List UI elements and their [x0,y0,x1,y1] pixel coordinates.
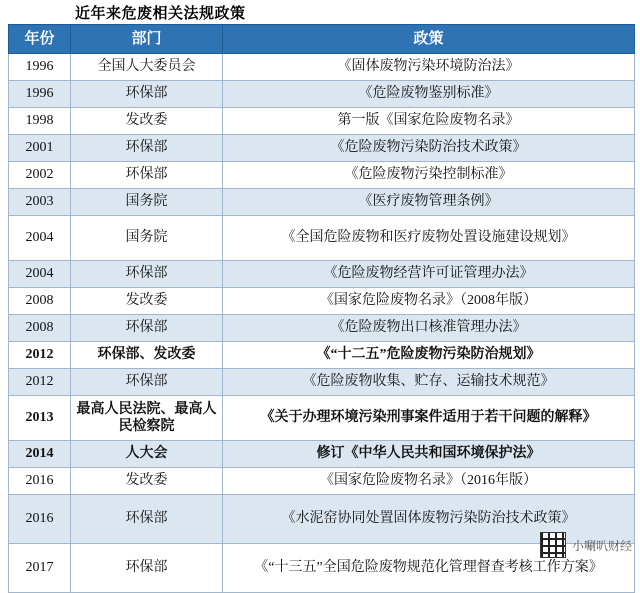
cell-dept: 人大会 [71,441,223,468]
cell-year: 1996 [9,81,71,108]
column-header-dept: 部门 [71,25,223,54]
cell-policy: 《水泥窑协同处置固体废物污染防治技术政策》 [223,495,635,544]
cell-dept: 发改委 [71,288,223,315]
table-row [9,81,635,108]
cell-dept: 环保部、发改委 [71,342,223,369]
cell-year: 2004 [9,261,71,288]
cell-year: 2002 [9,162,71,189]
cell-policy: 《危险废物经营许可证管理办法》 [223,261,635,288]
cell-policy: 《危险废物污染控制标准》 [223,162,635,189]
cell-dept: 环保部 [71,81,223,108]
cell-dept: 最高人民法院、最高人民检察院 [71,396,223,441]
cell-policy: 《国家危险废物名录》（2016年版） [223,468,635,495]
watermark-label: 小唰叭财经 [571,538,632,553]
cell-policy: 《危险废物出口核准管理办法》 [223,315,635,342]
cell-dept: 国务院 [71,216,223,261]
cell-policy: 《国家危险废物名录》（2008年版） [223,288,635,315]
table-body [9,54,635,593]
cell-year: 2001 [9,135,71,162]
table-row [9,342,635,369]
table-row [9,441,635,468]
column-header-year: 年份 [9,25,71,54]
cell-year: 2008 [9,315,71,342]
table-row [9,315,635,342]
cell-dept: 环保部 [71,162,223,189]
table-row [9,108,635,135]
column-header-policy: 政策 [223,25,635,54]
cell-year: 1996 [9,54,71,81]
cell-dept: 发改委 [71,108,223,135]
table-row [9,288,635,315]
table-row [9,135,635,162]
table-row [9,396,635,441]
page-title: 近年来危废相关法规政策 [75,5,246,22]
watermark [540,532,632,558]
cell-policy: 《固体废物污染环境防治法》 [223,54,635,81]
table-header-row [9,25,635,54]
table-row [9,216,635,261]
table-row [9,54,635,81]
cell-year: 1998 [9,108,71,135]
cell-dept: 环保部 [71,135,223,162]
cell-policy: 《“十二五”危险废物污染防治规划》 [223,342,635,369]
footer [0,524,640,564]
cell-dept: 环保部 [71,369,223,396]
cell-dept: 全国人大委员会 [71,54,223,81]
cell-policy: 《全国危险废物和医疗废物处置设施建设规划》 [223,216,635,261]
cell-year: 2012 [9,369,71,396]
cell-policy: 《“十三五”全国危险废物规范化管理督查考核工作方案》 [223,544,635,593]
cell-year: 2014 [9,441,71,468]
cell-dept: 环保部 [71,261,223,288]
cell-policy: 修订《中华人民共和国环境保护法》 [223,441,635,468]
cell-dept: 环保部 [71,315,223,342]
cell-policy: 《危险废物收集、贮存、运输技术规范》 [223,369,635,396]
cell-year: 2012 [9,342,71,369]
cell-policy: 《危险废物鉴别标准》 [223,81,635,108]
cell-year: 2016 [9,495,71,544]
table-row [9,162,635,189]
cell-year: 2004 [9,216,71,261]
cell-year: 2003 [9,189,71,216]
qr-code-icon [540,532,566,558]
cell-year: 2008 [9,288,71,315]
cell-policy: 《危险废物污染防治技术政策》 [223,135,635,162]
cell-dept: 环保部 [71,544,223,593]
table-row [9,468,635,495]
table-row [9,189,635,216]
cell-dept: 国务院 [71,189,223,216]
cell-policy: 《关于办理环境污染刑事案件适用于若干问题的解释》 [223,396,635,441]
cell-year: 2016 [9,468,71,495]
title-bar [0,0,640,24]
cell-policy: 第一版《国家危险废物名录》 [223,108,635,135]
cell-dept: 环保部 [71,495,223,544]
cell-year: 2017 [9,544,71,593]
regulations-table [8,24,635,593]
cell-dept: 发改委 [71,468,223,495]
table-row [9,369,635,396]
cell-policy: 《医疗废物管理条例》 [223,189,635,216]
cell-year: 2013 [9,396,71,441]
table-row [9,261,635,288]
